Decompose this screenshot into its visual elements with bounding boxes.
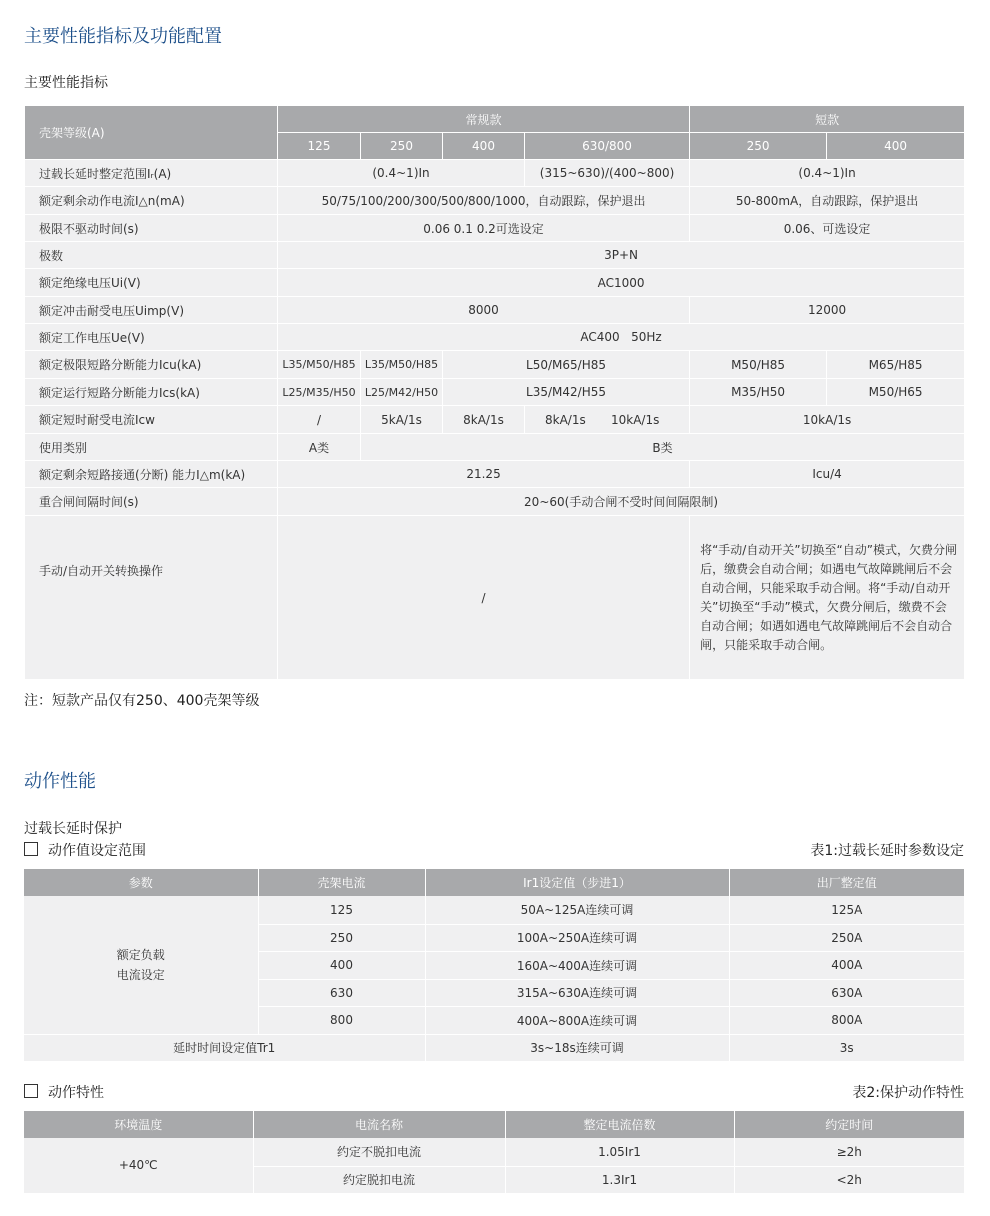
row-label: 额定工作电压Ue(V) — [25, 324, 278, 351]
cell: 8kA/1s — [443, 406, 525, 434]
spec-row-icu — [25, 351, 965, 379]
cell: L25/M35/H50 — [278, 379, 361, 406]
section-title-action: 动作性能 — [24, 771, 96, 792]
spec-row-manual — [25, 516, 965, 680]
cell-value: 10kA/1s — [611, 412, 660, 427]
header-frame-grade: 壳架等级(A) — [25, 106, 278, 160]
cell: 1.3Ir1 — [505, 1166, 734, 1193]
spec-row-poles — [25, 242, 965, 269]
temp-cell: +40℃ — [24, 1138, 253, 1193]
cell: 12000 — [690, 297, 965, 324]
row-label: 手动/自动开关转换操作 — [25, 516, 278, 680]
cell: 延时时间设定值Tr1 — [24, 1034, 425, 1061]
table1-caption: 表1:过载长延时参数设定 — [810, 843, 964, 859]
cell: 800 — [258, 1006, 425, 1034]
header-size: 125 — [278, 133, 361, 160]
header-short: 短款 — [690, 106, 965, 133]
row-label: 额定运行短路分断能力Ics(kA) — [25, 379, 278, 406]
spec-row-reclose — [25, 488, 965, 516]
table-row — [24, 1138, 964, 1166]
header-size: 250 — [361, 133, 443, 160]
row-label: 额定冲击耐受电压Uimp(V) — [25, 297, 278, 324]
cell: 630 — [258, 979, 425, 1006]
param-cell: 额定负载 电流设定 — [24, 896, 258, 1034]
cell: 400A — [729, 951, 964, 979]
cell: L35/M50/H85 — [278, 351, 361, 379]
cell: 21.25 — [278, 461, 690, 488]
checkbox-icon — [24, 1084, 38, 1098]
cell: 5kA/1s — [361, 406, 443, 434]
row-label: 额定极限短路分断能力Icu(kA) — [25, 351, 278, 379]
overload-title: 过载长延时保护 — [24, 821, 122, 837]
cell: L25/M42/H50 — [361, 379, 443, 406]
action-label: 动作特性 — [48, 1085, 104, 1101]
cell — [525, 406, 690, 434]
spec-row-uimp — [25, 297, 965, 324]
cell: L35/M50/H85 — [361, 351, 443, 379]
table-row — [24, 896, 964, 924]
row-label: 重合闸间隔时间(s) — [25, 488, 278, 516]
cell: M50/H85 — [690, 351, 827, 379]
cell: 250 — [258, 924, 425, 951]
cell: Icu/4 — [690, 461, 965, 488]
column-header: 整定电流倍数 — [505, 1111, 734, 1138]
table-row — [24, 1034, 964, 1061]
column-header: 壳架电流 — [258, 869, 425, 896]
header-size: 400 — [443, 133, 525, 160]
row-label: 过载长延时整定范围Iᵣ(A) — [25, 160, 278, 187]
cell: 1.05Ir1 — [505, 1138, 734, 1166]
cell: 400A~800A连续可调 — [425, 1006, 729, 1034]
spec-row-limit — [25, 215, 965, 242]
cell: 50/75/100/200/300/500/800/1000，自动跟踪，保护退出 — [278, 187, 690, 215]
spec-row-residual — [25, 187, 965, 215]
cell: L35/M42/H55 — [443, 379, 690, 406]
spec-row-ics — [25, 379, 965, 406]
cell: 400 — [258, 951, 425, 979]
column-header: 约定时间 — [734, 1111, 964, 1138]
column-header: Ir1设定值（步进1） — [425, 869, 729, 896]
cell: (0.4~1)In — [690, 160, 965, 187]
cell: 约定脱扣电流 — [253, 1166, 505, 1193]
section-title-specs: 主要性能指标及功能配置 — [24, 26, 222, 47]
cell: 约定不脱扣电流 — [253, 1138, 505, 1166]
header-size: 630/800 — [525, 133, 690, 160]
range-label: 动作值设定范围 — [48, 843, 146, 859]
cell: 315A~630A连续可调 — [425, 979, 729, 1006]
column-header: 参数 — [24, 869, 258, 896]
row-label: 使用类别 — [25, 434, 278, 461]
cell: 8000 — [278, 297, 690, 324]
range-heading — [24, 840, 146, 860]
cell: 800A — [729, 1006, 964, 1034]
column-header: 环境温度 — [24, 1111, 253, 1138]
cell: 20~60(手动合闸不受时间间隔限制) — [278, 488, 965, 516]
cell: M35/H50 — [690, 379, 827, 406]
cell: 3s — [729, 1034, 964, 1061]
spec-row-ui — [25, 269, 965, 297]
cell: B类 — [361, 434, 965, 461]
spec-row-overload — [25, 160, 965, 187]
row-label: 极数 — [25, 242, 278, 269]
table2-header-row — [24, 1111, 964, 1138]
cell: 100A~250A连续可调 — [425, 924, 729, 951]
subsection-title-specs: 主要性能指标 — [24, 75, 108, 91]
cell: (0.4~1)In — [278, 160, 525, 187]
cell: 3s~18s连续可调 — [425, 1034, 729, 1061]
cell: AC1000 — [278, 269, 965, 297]
cell: 10kA/1s — [690, 406, 965, 434]
row-label: 额定绝缘电压Ui(V) — [25, 269, 278, 297]
header-size: 250 — [690, 133, 827, 160]
spec-row-idm — [25, 461, 965, 488]
cell: AC400 50Hz — [278, 324, 965, 351]
cell: 630A — [729, 979, 964, 1006]
cell: (315~630)/(400~800) — [525, 160, 690, 187]
cell: 250A — [729, 924, 964, 951]
column-header: 出厂整定值 — [729, 869, 964, 896]
spec-header-row-1 — [25, 106, 965, 133]
cell: 125 — [258, 896, 425, 924]
row-label: 极限不驱动时间(s) — [25, 215, 278, 242]
cell: 0.06、可选设定 — [690, 215, 965, 242]
column-header: 电流名称 — [253, 1111, 505, 1138]
row-label: 额定短时耐受电流Icw — [25, 406, 278, 434]
table1 — [24, 869, 964, 1062]
cell: 将“手动/自动开关”切换至“自动”模式，欠费分闸后，缴费会自动合闸；如遇电气故障跳闸后不会自动合闸，只能采取手动合闸。将“手动/自动开关”切换至“手动”模式，欠费分闸后，缴费不会自动合闸；如遇如遇电气故障跳闸后不会自动合闸，只能采取手动合闸。 — [690, 516, 965, 680]
spec-table — [24, 105, 965, 680]
cell: 125A — [729, 896, 964, 924]
cell: M65/H85 — [827, 351, 965, 379]
row-label: 额定剩余动作电流I△n(mA) — [25, 187, 278, 215]
table1-header-row — [24, 869, 964, 896]
row-label: 额定剩余短路接通(分断) 能力I△m(kA) — [25, 461, 278, 488]
cell: 50-800mA，自动跟踪，保护退出 — [690, 187, 965, 215]
cell: M50/H65 — [827, 379, 965, 406]
table2 — [24, 1111, 964, 1194]
note-text: 注：短款产品仅有250、400壳架等级 — [24, 693, 260, 709]
checkbox-icon — [24, 842, 38, 856]
action-heading — [24, 1082, 104, 1102]
cell: 0.06 0.1 0.2可选设定 — [278, 215, 690, 242]
cell: 50A~125A连续可调 — [425, 896, 729, 924]
cell: ≥2h — [734, 1138, 964, 1166]
cell: A类 — [278, 434, 361, 461]
cell-value: 8kA/1s — [545, 412, 586, 427]
cell: / — [278, 516, 690, 680]
cell: L50/M65/H85 — [443, 351, 690, 379]
table2-caption: 表2:保护动作特性 — [852, 1085, 964, 1101]
header-regular: 常规款 — [278, 106, 690, 133]
cell: <2h — [734, 1166, 964, 1193]
cell: 160A~400A连续可调 — [425, 951, 729, 979]
spec-row-category — [25, 434, 965, 461]
spec-row-ue — [25, 324, 965, 351]
cell: 3P+N — [278, 242, 965, 269]
cell: / — [278, 406, 361, 434]
spec-row-icw — [25, 406, 965, 434]
header-size: 400 — [827, 133, 965, 160]
